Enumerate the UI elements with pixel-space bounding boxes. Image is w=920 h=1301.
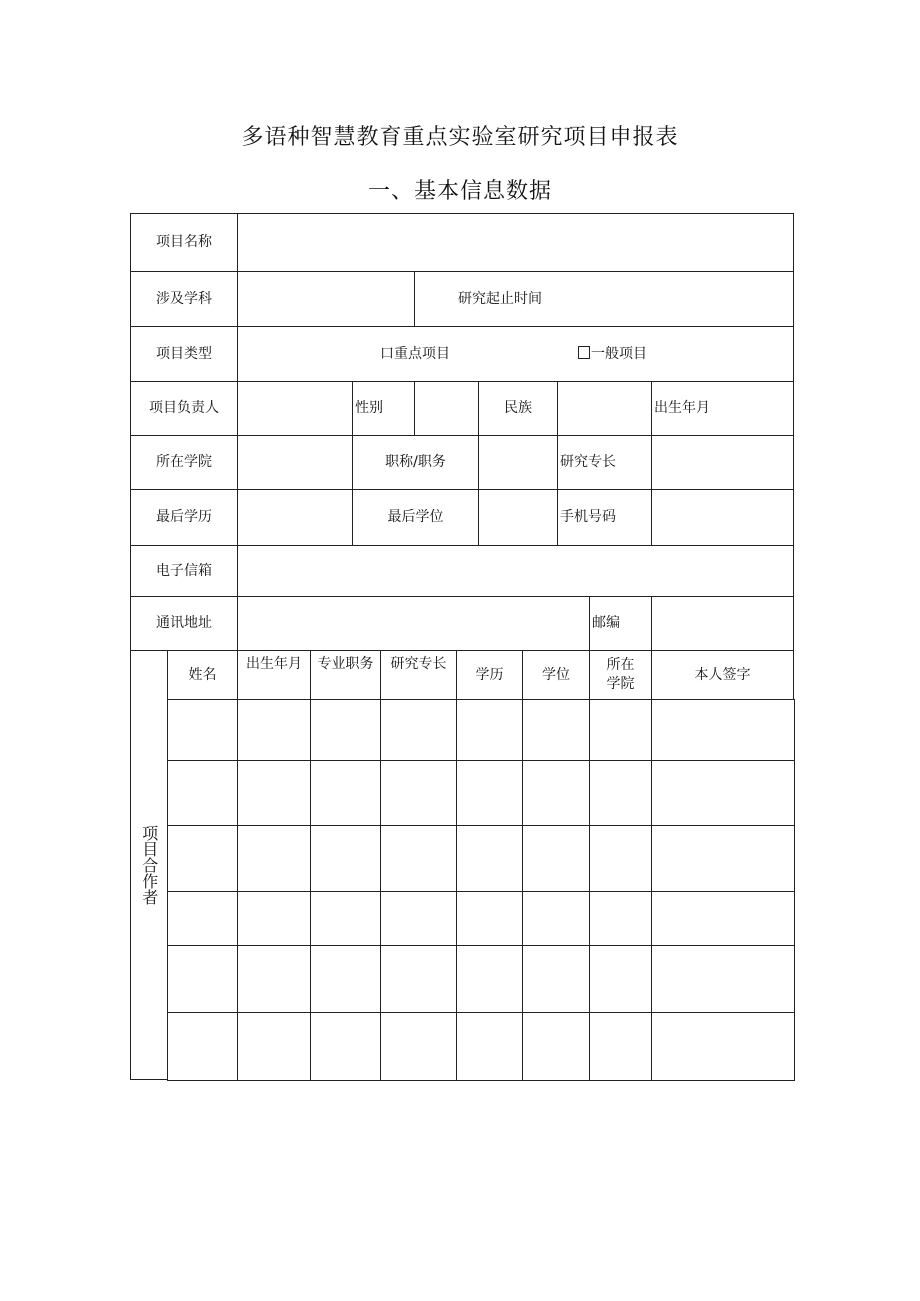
education-field[interactable] bbox=[237, 489, 353, 546]
table-cell[interactable] bbox=[310, 945, 381, 1013]
label-collaborators bbox=[130, 650, 168, 1080]
table-cell[interactable] bbox=[167, 891, 238, 946]
table-cell[interactable] bbox=[651, 945, 795, 1013]
table-cell[interactable] bbox=[167, 699, 238, 761]
document-title: 多语种智慧教育重点实验室研究项目申报表 bbox=[241, 125, 679, 150]
project-type-field bbox=[237, 326, 794, 382]
table-cell[interactable] bbox=[522, 699, 590, 761]
label-project-name: 项目名称 bbox=[130, 213, 238, 272]
specialty-field[interactable] bbox=[651, 435, 794, 490]
table-cell[interactable] bbox=[456, 760, 523, 826]
table-cell[interactable] bbox=[380, 891, 457, 946]
label-email: 电子信箱 bbox=[130, 545, 238, 597]
col-header-signature: 本人签字 bbox=[651, 650, 794, 700]
table-cell[interactable] bbox=[237, 1012, 311, 1081]
col-header-degree: 学位 bbox=[522, 650, 590, 700]
table-cell[interactable] bbox=[167, 1012, 238, 1081]
gender-field[interactable] bbox=[414, 381, 479, 436]
label-college: 所在学院 bbox=[130, 435, 238, 490]
table-cell[interactable] bbox=[651, 825, 795, 892]
table-cell[interactable] bbox=[456, 825, 523, 892]
leader-field[interactable] bbox=[237, 381, 353, 436]
col-header-birth: 出生年月 bbox=[237, 650, 311, 700]
label-postcode: 邮编 bbox=[589, 596, 652, 651]
table-cell[interactable] bbox=[456, 891, 523, 946]
label-project-type: 项目类型 bbox=[130, 326, 238, 382]
table-cell[interactable] bbox=[310, 699, 381, 761]
table-cell[interactable] bbox=[589, 891, 652, 946]
option-general-project[interactable] bbox=[578, 345, 647, 364]
table-cell[interactable] bbox=[651, 1012, 795, 1081]
college-field[interactable] bbox=[237, 435, 353, 490]
project-name-field[interactable] bbox=[237, 213, 794, 272]
option-key-project[interactable]: 口重点项目 bbox=[380, 346, 450, 362]
label-birth: 出生年月 bbox=[651, 381, 794, 436]
col-header-name: 姓名 bbox=[167, 650, 238, 700]
table-cell[interactable] bbox=[380, 699, 457, 761]
label-leader: 项目负责人 bbox=[130, 381, 238, 436]
table-cell[interactable] bbox=[456, 945, 523, 1013]
table-cell[interactable] bbox=[237, 825, 311, 892]
label-phone: 手机号码 bbox=[557, 489, 652, 546]
label-degree: 最后学位 bbox=[352, 489, 479, 546]
label-title-position: 职称/职务 bbox=[352, 435, 479, 490]
table-cell[interactable] bbox=[456, 1012, 523, 1081]
table-cell[interactable] bbox=[456, 699, 523, 761]
table-cell[interactable] bbox=[310, 825, 381, 892]
table-cell[interactable] bbox=[237, 891, 311, 946]
table-cell[interactable] bbox=[167, 825, 238, 892]
table-cell[interactable] bbox=[522, 825, 590, 892]
table-cell[interactable] bbox=[167, 760, 238, 826]
label-ethnicity: 民族 bbox=[478, 381, 558, 436]
label-education: 最后学历 bbox=[130, 489, 238, 546]
table-cell[interactable] bbox=[589, 825, 652, 892]
label-specialty: 研究专长 bbox=[557, 435, 652, 490]
label-subject: 涉及学科 bbox=[130, 271, 238, 327]
address-field[interactable] bbox=[237, 596, 590, 651]
table-cell[interactable] bbox=[522, 760, 590, 826]
col-header-college: 所在学院 bbox=[589, 650, 652, 700]
table-cell[interactable] bbox=[589, 699, 652, 761]
col-header-position: 专业职务 bbox=[310, 650, 381, 700]
title-position-field[interactable] bbox=[478, 435, 558, 490]
table-cell[interactable] bbox=[380, 825, 457, 892]
table-cell[interactable] bbox=[589, 760, 652, 826]
option-general-label: 一般项目 bbox=[591, 346, 647, 362]
table-cell[interactable] bbox=[522, 1012, 590, 1081]
table-cell[interactable] bbox=[522, 891, 590, 946]
table-cell[interactable] bbox=[522, 945, 590, 1013]
collaborators-vertical-text: 项目合作者 bbox=[139, 825, 159, 905]
degree-field[interactable] bbox=[478, 489, 558, 546]
table-cell[interactable] bbox=[167, 945, 238, 1013]
col-header-education: 学历 bbox=[456, 650, 523, 700]
table-cell[interactable] bbox=[651, 760, 795, 826]
table-cell[interactable] bbox=[237, 699, 311, 761]
table-cell[interactable] bbox=[380, 760, 457, 826]
col-header-specialty: 研究专长 bbox=[380, 650, 457, 700]
table-cell[interactable] bbox=[589, 1012, 652, 1081]
ethnicity-field[interactable] bbox=[557, 381, 652, 436]
table-cell[interactable] bbox=[380, 945, 457, 1013]
label-research-period: 研究起止时间 bbox=[458, 290, 542, 307]
label-gender: 性别 bbox=[352, 381, 415, 436]
table-cell[interactable] bbox=[380, 1012, 457, 1081]
label-address: 通讯地址 bbox=[130, 596, 238, 651]
table-cell[interactable] bbox=[651, 891, 795, 946]
research-period-field[interactable] bbox=[414, 271, 794, 327]
table-cell[interactable] bbox=[589, 945, 652, 1013]
phone-field[interactable] bbox=[651, 489, 794, 546]
table-cell[interactable] bbox=[237, 760, 311, 826]
table-cell[interactable] bbox=[237, 945, 311, 1013]
table-cell[interactable] bbox=[651, 699, 795, 761]
table-cell[interactable] bbox=[310, 1012, 381, 1081]
table-cell[interactable] bbox=[310, 760, 381, 826]
table-cell[interactable] bbox=[310, 891, 381, 946]
postcode-field[interactable] bbox=[651, 596, 794, 651]
section-title: 一、基本信息数据 bbox=[367, 179, 552, 204]
subject-field[interactable] bbox=[237, 271, 415, 327]
checkbox-icon[interactable] bbox=[578, 346, 590, 359]
email-field[interactable] bbox=[237, 545, 794, 597]
